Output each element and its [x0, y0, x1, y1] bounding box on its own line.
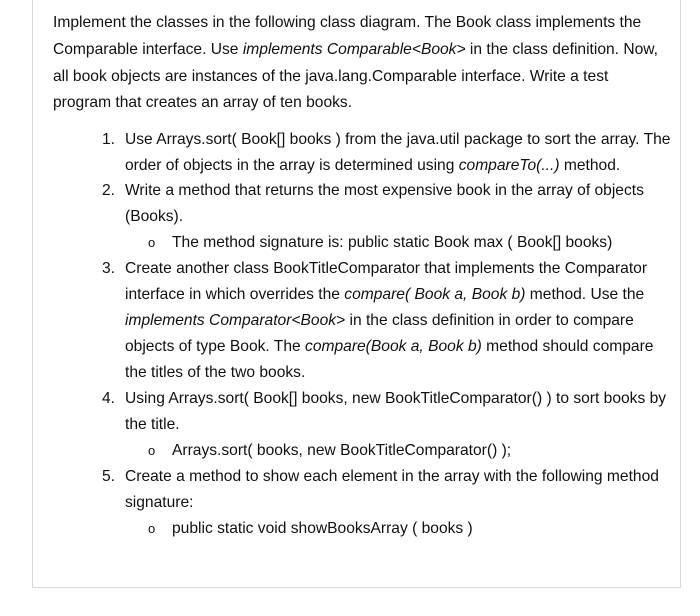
item-text: Create another class BookTitleComparator that implements the Comparator interface in which overrides the [125, 260, 648, 303]
intro-text-1: Implement the classes in the following class diagram. The Book class implements the Comparable interface. Use [53, 14, 642, 58]
intro-paragraph [53, 10, 668, 117]
sub-item [53, 516, 673, 542]
item-text: in the class definition in order to compare objects of type Book. The [125, 312, 634, 355]
sub-item [53, 230, 673, 256]
list-item-4 [53, 386, 673, 438]
list-item-1 [53, 127, 673, 179]
item-text: method. [559, 157, 621, 174]
item-text: Use Arrays.sort( Book[] books ) from the java.util package to sort the array. The order of objects in the array is determined using [125, 131, 671, 174]
item-text: Create a method to show each element in the array with the following method signature: [125, 468, 659, 511]
list-item-3 [53, 256, 673, 386]
list-item-2 [53, 178, 673, 230]
hollow-bullet-icon: o [148, 443, 156, 458]
item-emphasis: implements Comparator<Book> [125, 312, 346, 329]
sub-item-text: The method signature is: public static Book max ( Book[] books) [172, 234, 613, 251]
sub-item [53, 438, 673, 464]
item-emphasis: compare(Book a, Book b) [305, 338, 482, 355]
intro-text-2: in the class definition. Now, all book objects are instances of the java.lang.Comparable interface. Write a test program that creates an array of ten books. [53, 40, 659, 112]
item-text: Write a method that returns the most expensive book in the array of objects (Books). [125, 182, 644, 225]
item-emphasis: compare( Book a, Book b) [344, 286, 526, 303]
instruction-list [53, 127, 673, 542]
hollow-bullet-icon: o [148, 521, 156, 536]
sub-item-text: public static void showBooksArray ( books ) [172, 520, 473, 537]
list-number: 1. [102, 131, 116, 148]
list-number: 2. [102, 182, 116, 199]
item-text: method. Use the [525, 286, 645, 303]
list-number: 3. [102, 260, 116, 277]
item-text: method should compare the titles of the two books. [125, 338, 654, 381]
item-emphasis: compareTo(...) [458, 157, 560, 174]
list-item-5 [53, 464, 673, 516]
hollow-bullet-icon: o [148, 235, 156, 250]
intro-emphasis: implements Comparable<Book> [242, 40, 466, 58]
list-number: 4. [102, 390, 116, 407]
item-text: Using Arrays.sort( Book[] books, new BookTitleComparator() ) to sort books by the title. [125, 390, 667, 433]
list-number: 5. [102, 468, 116, 485]
sub-item-text: Arrays.sort( books, new BookTitleComparator() ); [172, 442, 512, 459]
